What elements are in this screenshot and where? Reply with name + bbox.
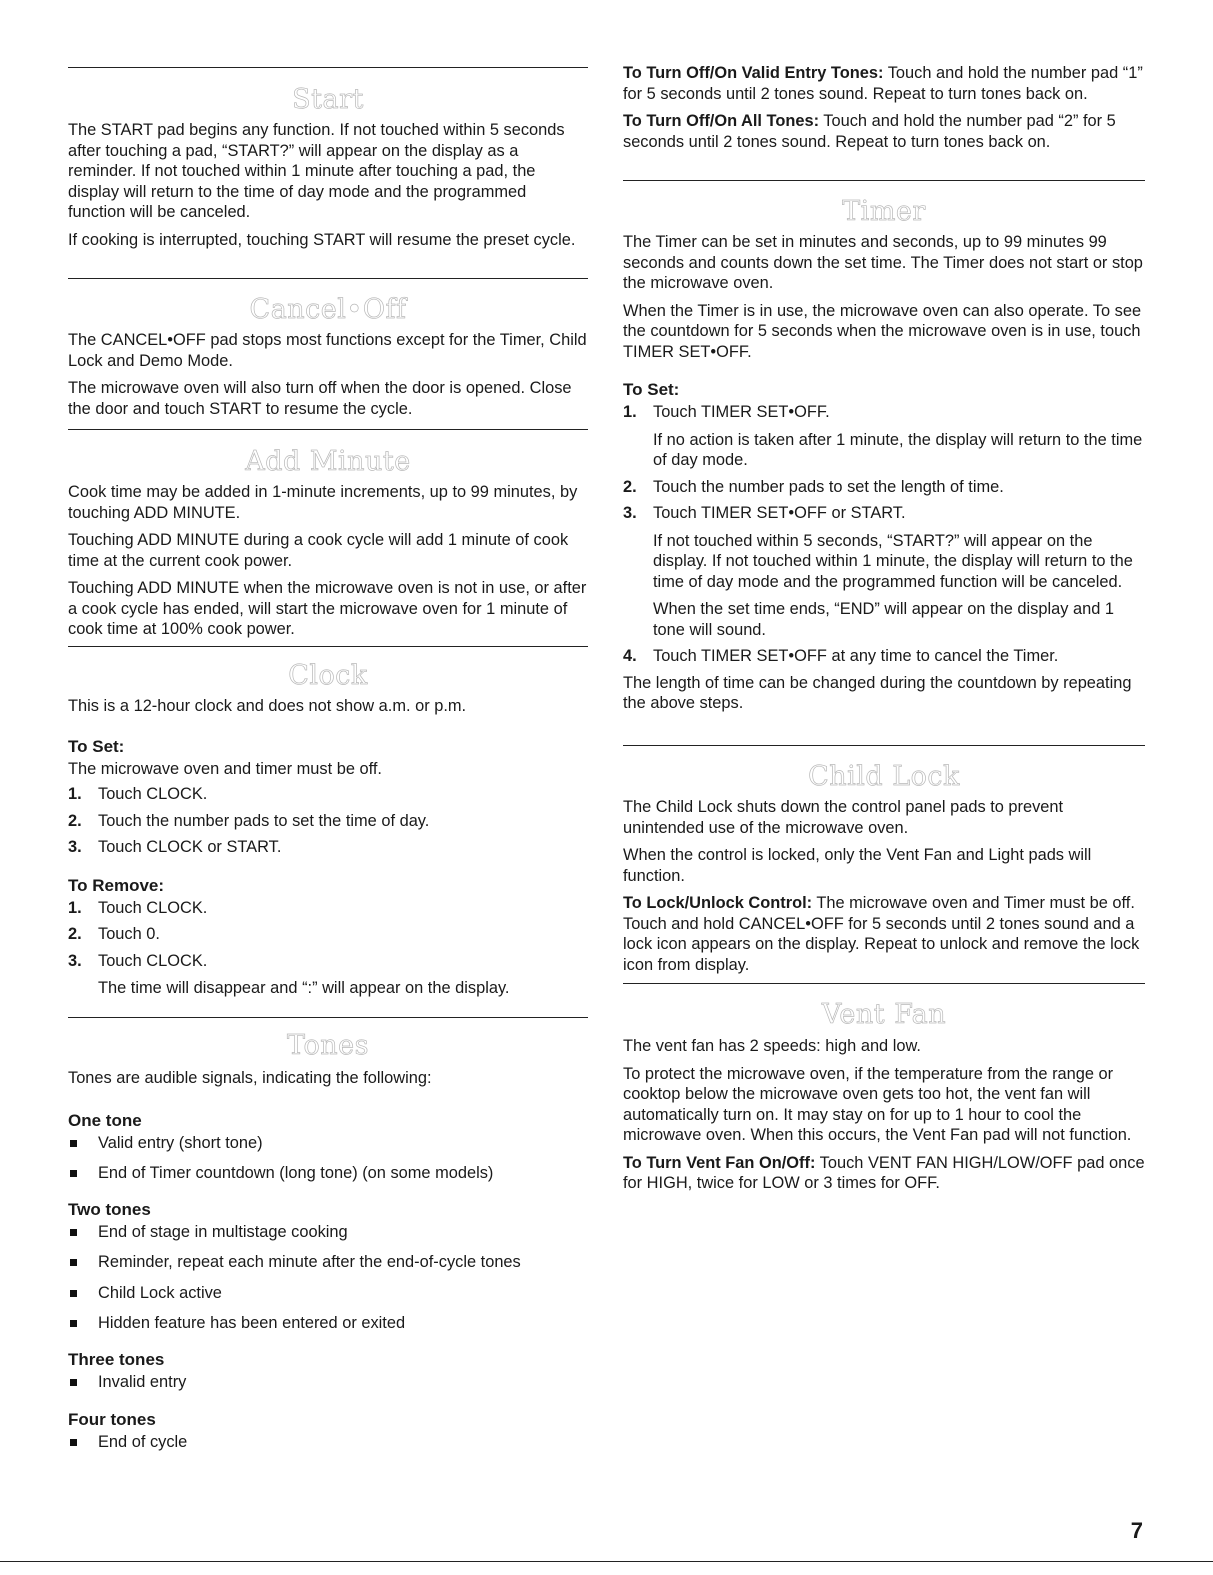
vent-fan-text: Touch VENT FAN HIGH/LOW/OFF pad once for HIGH, twice for LOW or 3 times for OFF. xyxy=(623,1153,1145,1192)
step-note: The time will disappear and “:” will appear on the display. xyxy=(98,979,510,997)
lock-control-lead: To Lock/Unlock Control: xyxy=(623,894,813,912)
clock-set-title: To Set: xyxy=(68,736,125,756)
all-tones-lead: To Turn Off/On All Tones: xyxy=(623,112,820,130)
step-text: Touch 0. xyxy=(98,925,160,943)
add-minute-paragraph-2: Touching ADD MINUTE during a cook cycle will add 1 minute of cook time at the current cook power. xyxy=(68,531,569,570)
list-item-text: Hidden feature has been entered or exited xyxy=(98,1314,406,1332)
list-item xyxy=(68,1222,588,1243)
section-divider xyxy=(68,429,588,430)
one-tone-list xyxy=(68,1133,588,1184)
bullet-square-icon xyxy=(70,1439,77,1446)
list-item-text: Child Lock active xyxy=(98,1283,222,1302)
section-vent-fan xyxy=(623,999,1145,1201)
child-lock-paragraph-1: The Child Lock shuts down the control panel pads to prevent unintended use of the microwave oven. xyxy=(623,798,1064,837)
step-note: If not touched within 5 seconds, “START?” will appear on the display. If not touched within 1 minute, the display will return to the time of day mode and the programmed function will be canceled. xyxy=(653,531,1133,591)
timer-set-steps xyxy=(623,402,1145,667)
timer-paragraph-1: The Timer can be set in minutes and seconds, up to 99 minutes 99 seconds and counts down the set time. The Timer does not start or stop the microwave oven. xyxy=(623,233,1143,292)
step-number: 1. xyxy=(623,403,637,421)
section-cancel-off xyxy=(68,294,588,426)
list-item xyxy=(68,1252,588,1273)
vent-fan-lead: To Turn Vent Fan On/Off: xyxy=(623,1153,816,1172)
add-minute-paragraph-1: Cook time may be added in 1-minute increments, up to 99 minutes, by touching ADD MINUTE. xyxy=(68,483,578,522)
timer-outro: The length of time can be changed during the countdown by repeating the above steps. xyxy=(623,673,1132,712)
child-lock-paragraph-3 xyxy=(623,893,1145,975)
step-number: 3. xyxy=(68,838,82,856)
clock-remove-steps xyxy=(68,898,588,999)
list-item xyxy=(623,402,1145,471)
step-text: Touch the number pads to set the length of time. xyxy=(653,477,1004,496)
vent-fan-paragraph-1: The vent fan has 2 speeds: high and low. xyxy=(623,1037,921,1055)
step-text: Touch CLOCK or START. xyxy=(98,838,282,856)
start-paragraph-1: The START pad begins any function. If not touched within 5 seconds after touching a pad, “START?” will appear on the display as a reminder. If not touched within 1 minute after touching a pad, the display will return to the time of day mode and the programmed function will be canceled. xyxy=(68,121,565,221)
section-child-lock xyxy=(623,761,1145,982)
vent-fan-paragraph-2: To protect the microwave oven, if the temperature from the range or cooktop below the microwave oven gets too hot, the vent fan will automatically turn on. It may stay on for up to 1 hour to cool the microwave oven. When this occurs, the Vent Fan pad will not function. xyxy=(623,1064,1132,1144)
clock-remove-title: To Remove: xyxy=(68,875,165,895)
add-minute-paragraph-3: Touching ADD MINUTE when the microwave oven is not in use, or after a cook cycle has ended, will start the microwave oven for 1 minute of cook time at 100% cook power. xyxy=(68,579,587,638)
section-divider xyxy=(623,180,1145,181)
step-number: 3. xyxy=(68,951,82,970)
valid-entry-tones-lead: To Turn Off/On Valid Entry Tones: xyxy=(623,64,884,82)
cancel-paragraph-1: The CANCEL•OFF pad stops most functions except for the Timer, Child Lock and Demo Mode. xyxy=(68,331,587,370)
step-text: Touch the number pads to set the time of day. xyxy=(98,811,430,830)
lock-control-text: The microwave oven and Timer must be off. Touch and hold CANCEL•OFF for 5 seconds until 2 tones sound and a lock icon appears on the display. Repeat to unlock and remove the lock icon from display. xyxy=(623,894,1140,974)
clock-set-steps xyxy=(68,784,588,858)
clock-intro: This is a 12-hour clock and does not show a.m. or p.m. xyxy=(68,697,467,715)
section-heading-start: Start xyxy=(292,84,364,115)
section-heading-cancel-off: Cancel•Off xyxy=(249,294,407,325)
section-start xyxy=(68,84,588,257)
list-item xyxy=(68,1163,588,1184)
section-heading-child-lock: Child Lock xyxy=(808,761,960,792)
three-tones-title: Three tones xyxy=(68,1349,165,1369)
bullet-square-icon xyxy=(70,1290,77,1297)
list-item xyxy=(68,1133,588,1154)
step-text: Touch CLOCK. xyxy=(98,951,208,970)
step-text: Touch TIMER SET•OFF or START. xyxy=(653,504,906,522)
section-tones-continued xyxy=(623,63,1145,159)
list-item-text: Reminder, repeat each minute after the end-of-cycle tones xyxy=(98,1253,521,1271)
four-tones-title: Four tones xyxy=(68,1410,156,1429)
list-item xyxy=(68,898,588,919)
one-tone-title: One tone xyxy=(68,1110,142,1130)
bullet-square-icon xyxy=(70,1170,77,1177)
bullet-square-icon xyxy=(70,1259,77,1266)
bullet-square-icon xyxy=(70,1229,77,1236)
two-tones-title: Two tones xyxy=(68,1199,151,1219)
section-divider xyxy=(623,983,1145,984)
list-item xyxy=(68,1372,588,1393)
step-note: When the set time ends, “END” will appear on the display and 1 tone will sound. xyxy=(653,600,1114,639)
list-item-text: End of stage in multistage cooking xyxy=(98,1222,348,1241)
list-item-text: Valid entry (short tone) xyxy=(98,1133,263,1152)
step-number: 1. xyxy=(68,898,82,917)
section-clock xyxy=(68,660,588,1005)
section-timer xyxy=(623,196,1145,721)
bullet-square-icon xyxy=(70,1140,77,1147)
valid-entry-tones-paragraph xyxy=(623,63,1145,104)
list-item xyxy=(623,477,1145,498)
step-number: 4. xyxy=(623,647,637,665)
step-text: Touch CLOCK. xyxy=(98,785,208,803)
list-item xyxy=(68,784,588,805)
bullet-square-icon xyxy=(70,1379,77,1386)
step-text: Touch TIMER SET•OFF. xyxy=(653,403,830,421)
bullet-square-icon xyxy=(70,1320,77,1327)
list-item-text: End of cycle xyxy=(98,1433,188,1451)
tones-intro: Tones are audible signals, indicating the following: xyxy=(68,1069,432,1087)
section-divider xyxy=(68,1017,588,1018)
list-item xyxy=(68,837,588,858)
section-divider xyxy=(68,646,588,647)
valid-entry-tones-text: Touch and hold the number pad “1” for 5 seconds until 2 tones sound. Repeat to turn tones back on. xyxy=(623,64,1143,103)
list-item xyxy=(68,924,588,945)
list-item-text: Invalid entry xyxy=(98,1372,187,1391)
list-item xyxy=(68,811,588,832)
list-item xyxy=(68,1313,588,1334)
step-number: 3. xyxy=(623,504,637,522)
step-number: 1. xyxy=(68,785,82,803)
timer-set-title: To Set: xyxy=(623,380,680,399)
all-tones-text: Touch and hold the number pad “2” for 5 seconds until 2 tones sound. Repeat to turn tones back on. xyxy=(623,112,1116,151)
three-tones-list xyxy=(68,1372,588,1393)
list-item xyxy=(623,646,1145,667)
section-add-minute xyxy=(68,446,588,647)
list-item-text: End of Timer countdown (long tone) (on some models) xyxy=(98,1164,494,1182)
section-tones xyxy=(68,1030,588,1463)
vent-fan-paragraph-3 xyxy=(623,1153,1145,1194)
step-text: Touch CLOCK. xyxy=(98,898,208,917)
list-item xyxy=(68,1432,588,1453)
list-item xyxy=(623,503,1145,640)
section-divider xyxy=(68,67,588,68)
list-item xyxy=(68,951,588,999)
child-lock-paragraph-2: When the control is locked, only the Vent Fan and Light pads will function. xyxy=(623,846,1092,885)
section-divider xyxy=(623,745,1145,746)
step-number: 2. xyxy=(68,811,82,830)
section-heading-tones: Tones xyxy=(287,1030,369,1061)
cancel-paragraph-2: The microwave oven will also turn off when the door is opened. Close the door and touch START to resume the cycle. xyxy=(68,379,572,418)
start-paragraph-2: If cooking is interrupted, touching START will resume the preset cycle. xyxy=(68,230,576,249)
section-heading-timer: Timer xyxy=(842,196,926,227)
four-tones-list xyxy=(68,1432,588,1453)
two-tones-list xyxy=(68,1222,588,1334)
step-number: 2. xyxy=(68,925,82,943)
section-heading-add-minute: Add Minute xyxy=(245,446,411,477)
list-item xyxy=(68,1283,588,1304)
section-divider xyxy=(68,278,588,279)
all-tones-paragraph xyxy=(623,111,1145,152)
footer-rule xyxy=(0,1561,1213,1562)
step-note: If no action is taken after 1 minute, the display will return to the time of day mode. xyxy=(653,430,1143,469)
step-number: 2. xyxy=(623,477,637,496)
page-number: 7 xyxy=(1130,1518,1143,1543)
timer-paragraph-2: When the Timer is in use, the microwave oven can also operate. To see the countdown for 5 seconds when the microwave oven is in use, touch TIMER SET•OFF. xyxy=(623,301,1142,361)
section-heading-vent-fan: Vent Fan xyxy=(821,999,947,1030)
step-text: Touch TIMER SET•OFF at any time to cancel the Timer. xyxy=(653,647,1059,665)
section-heading-clock: Clock xyxy=(288,660,368,691)
clock-set-intro: The microwave oven and timer must be off. xyxy=(68,759,382,778)
